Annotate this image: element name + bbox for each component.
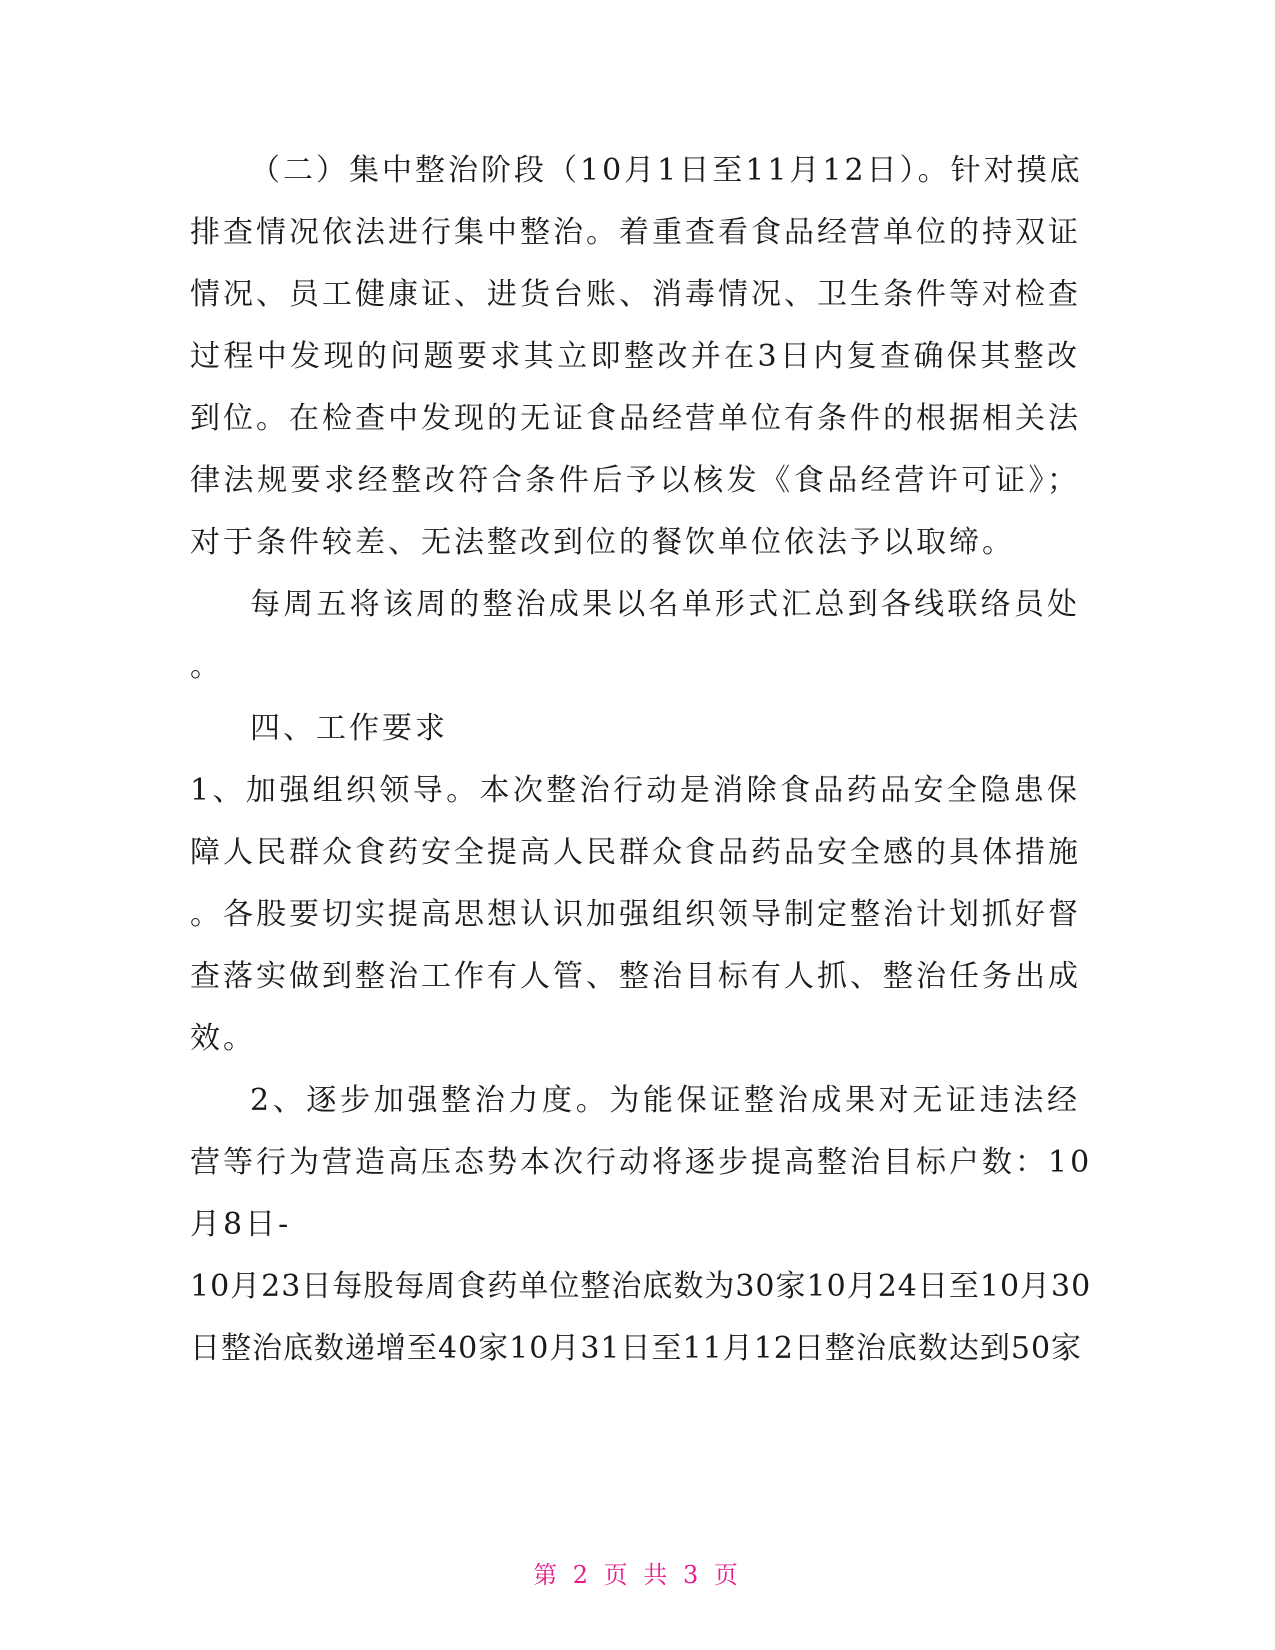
document-body — [190, 140, 1093, 1380]
paragraph-line: 月8日- — [190, 1207, 292, 1242]
paragraph-line: 日整治底数递增至40家10月31日至11月12日整治底数达到50家 — [190, 1331, 1083, 1366]
paragraph-line: 10月23日每股每周食药单位整治底数为30家10月24日至10月30 — [190, 1269, 1092, 1304]
paragraph-line: 每周五将该周的整治成果以名单形式汇总到各线联络员处 — [250, 587, 1080, 622]
paragraph-line: 对于条件较差、无法整改到位的餐饮单位依法予以取缔。 — [190, 525, 1015, 560]
paragraph-line: 查落实做到整治工作有人管、整治目标有人抓、整治任务出成 — [190, 959, 1081, 994]
paragraph-line: 律法规要求经整改符合条件后予以核发《食品经营许可证》； — [190, 463, 1080, 498]
paragraph-line: 情况、员工健康证、进货台账、消毒情况、卫生条件等对检查 — [190, 277, 1081, 312]
paragraph-line: 。 — [190, 649, 223, 684]
paragraph-line: 过程中发现的问题要求其立即整改并在3日内复查确保其整改 — [190, 339, 1080, 374]
paragraph-line: 。各股要切实提高思想认识加强组织领导制定整治计划抓好督 — [190, 897, 1081, 932]
paragraph-line: 到位。在检查中发现的无证食品经营单位有条件的根据相关法 — [190, 401, 1081, 436]
paragraph-line: 2、逐步加强整治力度。为能保证整治成果对无证违法经 — [250, 1083, 1080, 1118]
paragraph-line: 1、加强组织领导。本次整治行动是消除食品药品安全隐患保 — [190, 773, 1080, 808]
page-number-footer: 第 2 页 共 3 页 — [533, 1561, 742, 1589]
paragraph-line: 障人民群众食药安全提高人民群众食品药品安全感的具体措施 — [190, 835, 1081, 870]
paragraph-line: 效。 — [190, 1021, 256, 1056]
paragraph-line: （二）集中整治阶段（10月1日至11月12日）。针对摸底 — [250, 153, 1083, 188]
section-heading: 四、工作要求 — [250, 711, 448, 746]
paragraph-line: 营等行为营造高压态势本次行动将逐步提高整治目标户数：10 — [190, 1145, 1093, 1180]
paragraph-line: 排查情况依法进行集中整治。着重查看食品经营单位的持双证 — [190, 215, 1081, 250]
